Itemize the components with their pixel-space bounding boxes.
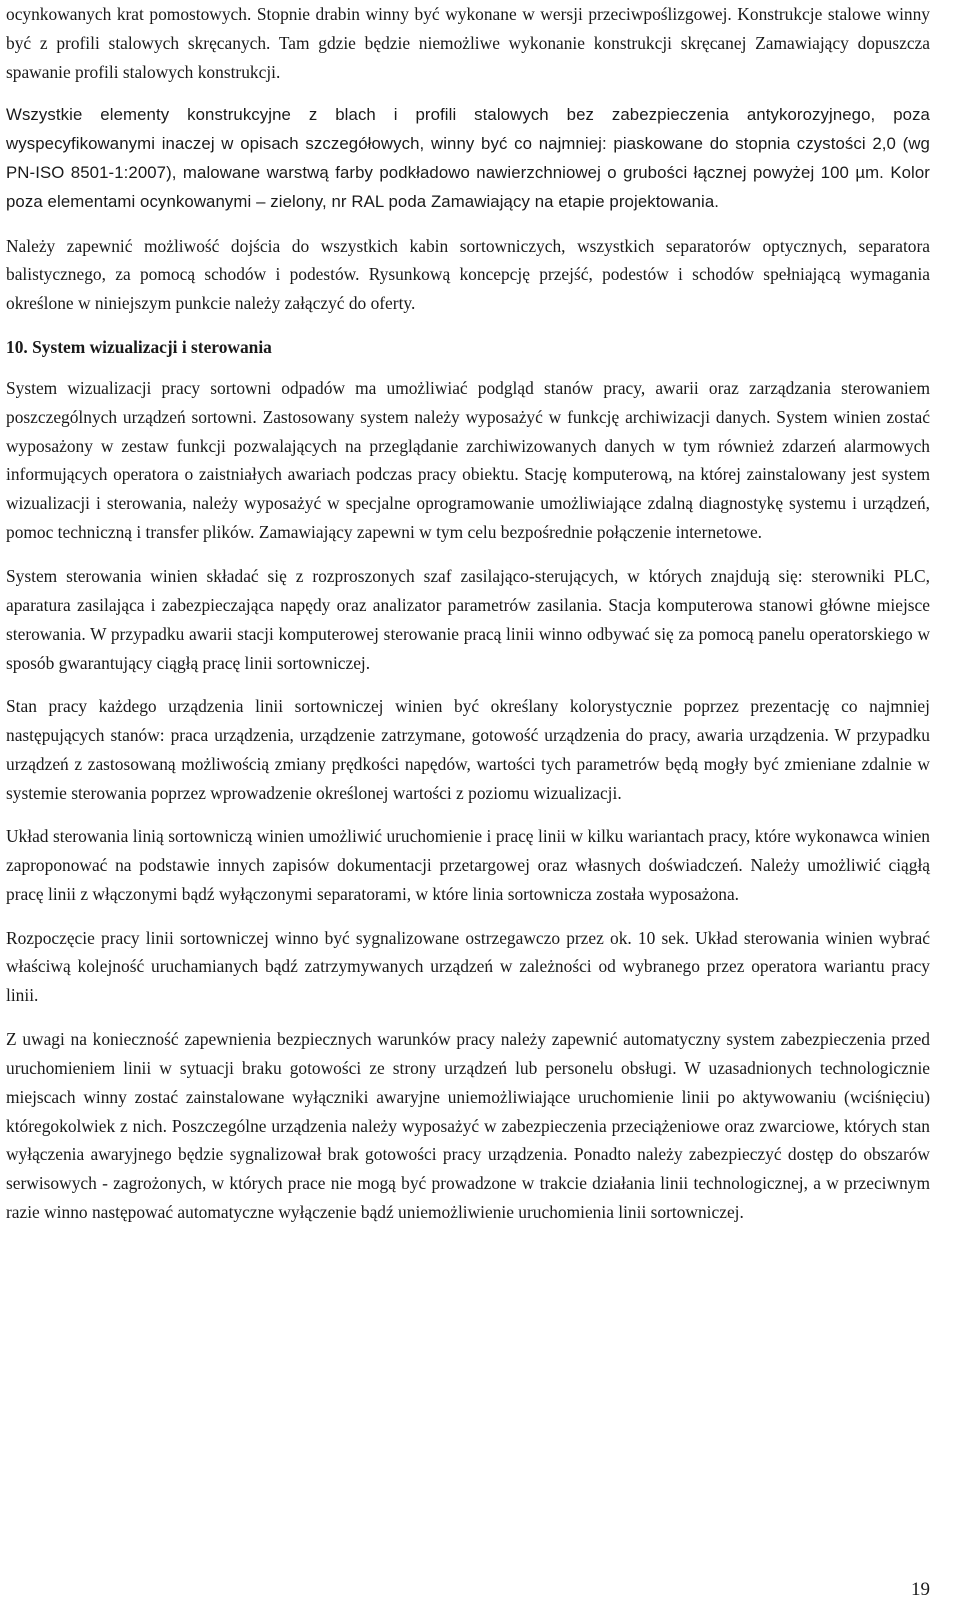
page-number: 19 [911,1579,930,1600]
paragraph-access-platforms: Należy zapewnić możliwość dojścia do wszystkich kabin sortowniczych, wszystkich separatorów optycznych, separatora balistycznego, za pomocą schodów i podestów. Rysunkową koncepcję przejść, podestów i schodów spełniającą wymagania określone w niniejszym punkcie należy załączyć do oferty. [6,235,930,314]
section-title: System wizualizacji i sterowania [32,336,272,357]
section-heading [6,333,930,362]
paragraph-operating-variants: Układ sterowania linią sortowniczą winien umożliwić uruchomienie i pracę linii w kilku wariantach pracy, które wykonawca winien zaproponować na podstawie innych zapisów dokumentacji przetargowej oraz własnych doświadczeń. Należy umożliwić ciągłą pracę linii z włączonymi bądź wyłączonymi separatorami, w które linia sortownicza została wyposażona. [6,826,930,905]
paragraph-control-system: System sterowania winien składać się z rozproszonych szaf zasilająco-sterujących, w których znajdują się: sterowniki PLC, aparatura zasilająca i zabezpieczająca napędy oraz analizator parametrów zasilania. Stacja komputerowa stanowi główne miejsce sterowania. W przypadku awarii stacji komputerowej sterowanie pracą linii winno odbywać się za pomocą panelu operatorskiego w sposób gwarantujący ciągłą pracę linii sortowniczej. [6,565,930,673]
section-number: 10. [6,336,28,357]
paragraph-device-state: Stan pracy każdego urządzenia linii sortowniczej winien być określany kolorystycznie poprzez prezentację co najmniej następujących stanów: praca urządzenia, urządzenie zatrzymane, gotowość urządzenia do pracy, awaria urządzenia. W przypadku urządzeń z zastosowaną możliwością zmiany prędkości napędów, wartości tych parametrów będą mogły być zmieniane zdalnie w systemie sterowania poprzez wprowadzenie określonej wartości z poziomu wizualizacji. [6,696,930,803]
paragraph-corrosion-protection: Wszystkie elementy konstrukcyjne z blach i profili stalowych bez zabezpieczenia antykorozyjnego, poza wyspecyfikowanymi inaczej w opisach szczegółowych, winny być co najmniej: piaskowane do stopnia czystości 2,0 (wg PN-ISO 8501-1:2007), malowane warstwą farby podkładowo nawierzchniowej o grubości łącznej powyżej 100 µm. Kolor poza elementami ocynkowanymi – zielony, nr RAL poda Zamawiający na etapie projektowania. [6,105,930,212]
paragraph-startup-signal: Rozpoczęcie pracy linii sortowniczej winno być sygnalizowane ostrzegawczo przez ok. 10 sek. Układ sterowania winien wybrać właściwą kolejność uruchamianych bądź zatrzymywanych urządzeń w zależności od wybranego przez operatora wariantu pracy linii. [6,927,930,1006]
paragraph-visualization-system: System wizualizacji pracy sortowni odpadów ma umożliwiać podgląd stanów pracy, awarii oraz zarządzania sterowaniem poszczególnych urządzeń sortowni. Zastosowany system należy wyposażyć w funkcję archiwizacji danych. System winien zostać wyposażony w zestaw funkcji pozwalających na przeglądanie zarchiwizowanych danych w tym również zdarzeń alarmowych informujących operatora o zaistniałych awariach podczas pracy obiektu. Stację komputerową, na której zainstalowany jest system wizualizacji i sterowania, należy wyposażyć w specjalne oprogramowanie umożliwiające zdalną diagnostykę systemu i urządzeń, pomoc techniczną i transfer plików. Zamawiający zapewni w tym celu bezpośrednie połączenie internetowe. [6,377,930,543]
paragraph-intro-continuation: ocynkowanych krat pomostowych. Stopnie drabin winny być wykonane w wersji przeciwpoślizgowej. Konstrukcje stalowe winny być z profili stalowych skręcanych. Tam gdzie będzie niemożliwe wykonanie konstrukcji skręcanej Zamawiający dopuszcza spawanie profili stalowych konstrukcji. [6,4,930,82]
document-page [6,0,930,1242]
paragraph-safety: Z uwagi na konieczność zapewnienia bezpiecznych warunków pracy należy zapewnić automatyczny system zabezpieczenia przed uruchomieniem linii w sytuacji braku gotowości ze strony urządzeń lub personelu obsługi. W uzasadnionych technologicznie miejscach winny zostać zainstalowane wyłączniki awaryjne uniemożliwiające uruchomienie linii po aktywowaniu (wciśnięciu) któregokolwiek z nich. Poszczególne urządzenia należy wyposażyć w zabezpieczenia przeciążeniowe oraz zwarciowe, których stan wyłączenia awaryjnego będzie sygnalizował brak gotowości pracy urządzenia. Ponadto należy zabezpieczyć dostęp do obszarów serwisowych - zagrożonych, w których prace nie mogą być prowadzone w trakcie działania linii technologicznej, a w przeciwnym razie winno następować automatyczne wyłączenie bądź uniemożliwienie uruchomienia linii sortowniczej. [6,1028,930,1223]
